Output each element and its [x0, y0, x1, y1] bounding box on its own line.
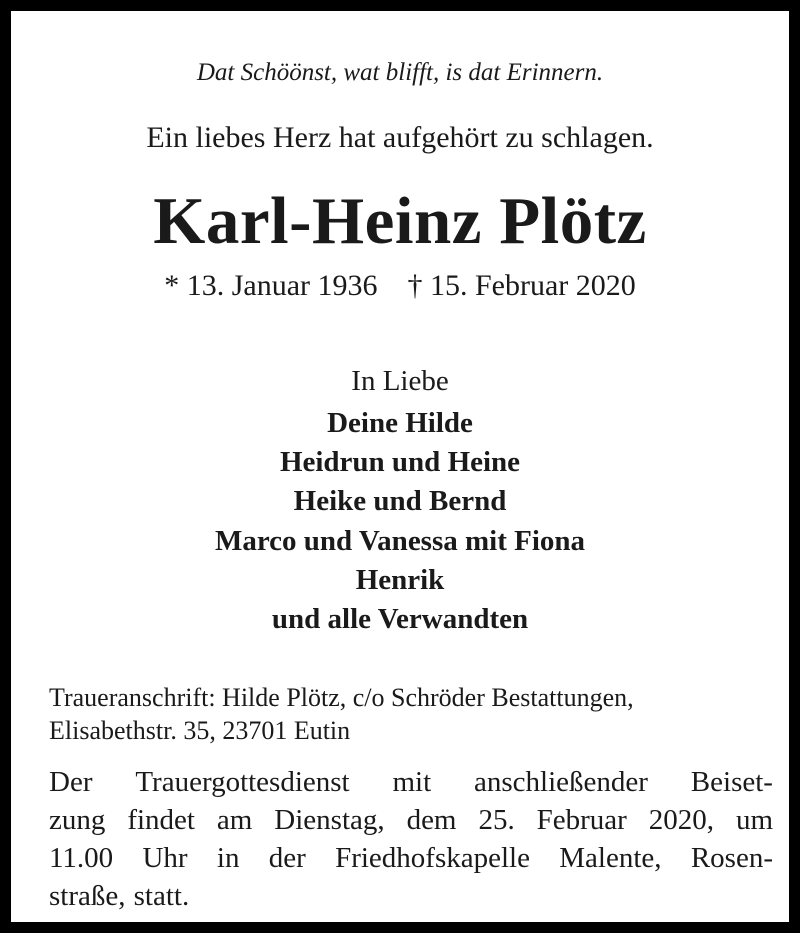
service-word: Friedhofskapelle [335, 842, 530, 874]
service-word: Der [49, 766, 93, 798]
mourner: Deine Hilde [327, 407, 473, 439]
service-word: 25. [478, 804, 515, 836]
address-line: Elisabethstr. 35, 23701 Eutin [49, 716, 351, 745]
address-line: Traueranschrift: Hilde Plötz, c/o Schröder Bestattungen, [49, 683, 634, 712]
service-word: Dienstag, [274, 804, 385, 836]
service-word: zung [49, 804, 106, 836]
death-date: † 15. Februar 2020 [407, 269, 636, 302]
service-word: anschließender [474, 766, 648, 798]
service-word: um [735, 804, 773, 836]
birth-date: * 13. Januar 1936 [164, 269, 378, 302]
motto: Dat Schöönst, wat blifft, is dat Erinnern. [196, 59, 604, 86]
service-line [49, 839, 773, 877]
service-word: Rosen- [690, 842, 773, 874]
service-word: der [268, 842, 306, 874]
service-word: straße, [49, 880, 126, 912]
service-word: Trauergottesdienst [135, 766, 350, 798]
service-word: statt. [133, 880, 190, 912]
life-dates [22, 267, 778, 305]
service-word: Uhr [142, 842, 188, 874]
service-word: Malente, [559, 842, 662, 874]
mourner: Henrik [355, 563, 445, 596]
mourners-list [22, 404, 778, 639]
deceased-name: Karl-Heinz Plötz [153, 184, 647, 258]
service-word: dem [406, 804, 457, 836]
service-word: 2020, [648, 804, 714, 836]
service-line [49, 763, 773, 801]
service-word: Februar [536, 804, 627, 836]
mourner: Heike und Bernd [293, 485, 507, 518]
service-word: in [216, 842, 240, 874]
service-line [49, 877, 773, 915]
intro-line: Ein liebes Herz hat aufgehört zu schlagen. [146, 121, 654, 154]
service-word: am [216, 804, 253, 836]
service-word: mit [392, 766, 432, 798]
mourner: Marco und Vanessa mit Fiona [214, 524, 586, 557]
service-word: Beiset- [690, 766, 773, 798]
funeral-service-info [49, 763, 773, 915]
service-word: findet [127, 804, 195, 836]
in-love-line: In Liebe [351, 365, 449, 397]
service-word: 11.00 [49, 842, 114, 874]
mourning-address [49, 681, 634, 747]
service-line [49, 801, 773, 839]
mourner: und alle Verwandten [271, 603, 529, 636]
mourner: Heidrun und Heine [279, 446, 521, 479]
